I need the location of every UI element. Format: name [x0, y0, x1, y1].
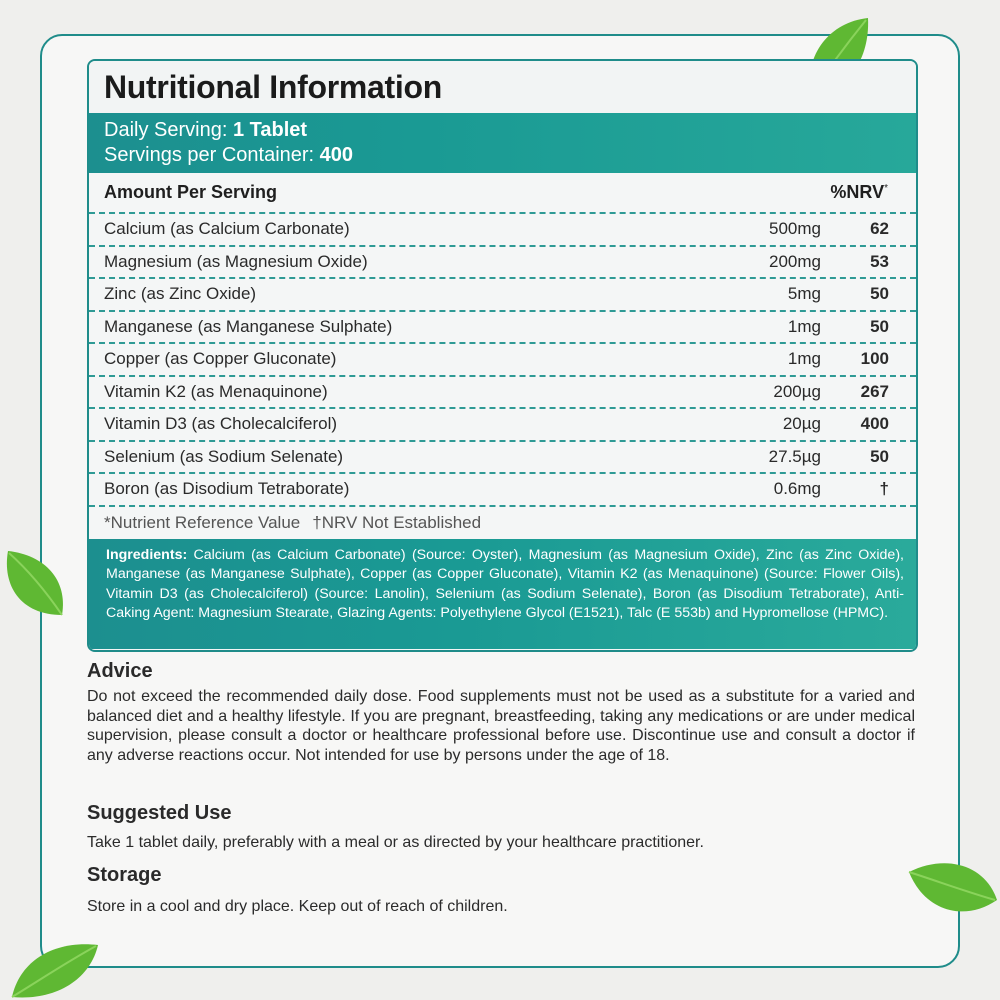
nutrient-amount: 20µg	[782, 414, 821, 434]
suggested-use-text: Take 1 tablet daily, preferably with a meal or as directed by your healthcare practitioner.	[87, 834, 704, 851]
nutrient-name: Magnesium (as Magnesium Oxide)	[104, 251, 368, 271]
nutrient-amount: 27.5µg	[768, 446, 821, 466]
table-row	[89, 442, 916, 475]
nutrient-amount: 1mg	[787, 316, 821, 336]
table-row	[89, 279, 916, 312]
nutrient-amount: 200µg	[773, 381, 821, 401]
ingredients-text: Calcium (as Calcium Carbonate) (Source: Oyster), Magnesium (as Magnesium Oxide), Zinc (as Zinc Oxide), Manganese (as Manganese Sulphate), Copper (as Copper Gluconate), Vitamin K2 (as Menaquinone) (Source: Flower Oils), Vitamin D3 (as Cholecalciferol) (Source: Lanolin), Selenium (as Sodium Selenate), Boron (as Disodium Tetraborate), Anti-Caking Agent: Magnesium Stearate, Glazing Agents: Polyethylene Glycol (E1521), Talc (E 553b) and Hypromellose (HPMC).	[106, 546, 904, 621]
storage-section	[87, 864, 915, 917]
advice-section	[87, 660, 915, 765]
panel-title: Nutritional Information	[89, 61, 916, 113]
leaf-icon	[905, 852, 1000, 932]
nutrient-name: Selenium (as Sodium Selenate)	[104, 446, 344, 466]
nutrient-nrv: 50	[870, 316, 889, 336]
nutrient-nrv: 62	[870, 219, 889, 239]
ingredients-label: Ingredients:	[106, 546, 188, 563]
header-nrv: %NRV*	[830, 182, 888, 202]
nutrient-amount: 1mg	[787, 349, 821, 369]
nutrient-nrv: †	[879, 479, 889, 499]
suggested-use-section	[87, 802, 915, 853]
table-header	[89, 173, 916, 214]
nutrient-name: Manganese (as Manganese Sulphate)	[104, 316, 393, 336]
nutrition-panel	[87, 59, 918, 652]
nutrient-table	[89, 214, 916, 507]
table-row	[89, 214, 916, 247]
storage-heading: Storage	[87, 864, 162, 886]
table-row	[89, 474, 916, 507]
nutrient-nrv: 53	[870, 251, 889, 271]
nutrient-name: Vitamin K2 (as Menaquinone)	[104, 381, 328, 401]
advice-text: Do not exceed the recommended daily dose. Food supplements must not be used as a substitute for a varied and balanced diet and a healthy lifestyle. If you are pregnant, breastfeeding, taking any medications or are under medical supervision, please consult a doctor or healthcare professional before use. Discontinue use and consult a doctor if any adverse reactions occur. Not intended for use by persons under the age of 18.	[87, 688, 915, 764]
footnote	[89, 507, 916, 539]
footnote-nrv: *Nutrient Reference Value	[104, 512, 301, 532]
table-row	[89, 409, 916, 442]
table-row	[89, 247, 916, 280]
storage-text: Store in a cool and dry place. Keep out of reach of children.	[87, 898, 508, 915]
nutrient-amount: 500mg	[769, 219, 821, 239]
suggested-use-heading: Suggested Use	[87, 802, 232, 824]
nutrient-amount: 0.6mg	[773, 479, 821, 499]
nutrient-nrv: 400	[860, 414, 889, 434]
header-amount-per-serving: Amount Per Serving	[104, 182, 278, 202]
advice-heading: Advice	[87, 660, 153, 682]
daily-serving: Daily Serving: 1 Tablet	[104, 119, 308, 141]
serving-info	[89, 113, 916, 173]
nutrient-amount: 200mg	[769, 251, 821, 271]
leaf-icon	[10, 935, 100, 1000]
nutrient-name: Calcium (as Calcium Carbonate)	[104, 219, 350, 239]
table-row	[89, 344, 916, 377]
table-row	[89, 312, 916, 345]
nutrient-amount: 5mg	[787, 284, 821, 304]
nutrient-name: Vitamin D3 (as Cholecalciferol)	[104, 414, 338, 434]
nutrient-name: Copper (as Copper Gluconate)	[104, 349, 337, 369]
leaf-icon	[0, 545, 70, 620]
nutrient-nrv: 100	[860, 349, 889, 369]
nutrient-nrv: 267	[860, 381, 889, 401]
nutrient-name: Boron (as Disodium Tetraborate)	[104, 479, 350, 499]
nutrient-nrv: 50	[870, 446, 889, 466]
servings-per-container: Servings per Container: 400	[104, 144, 354, 166]
ingredients	[89, 539, 916, 649]
nutrient-nrv: 50	[870, 284, 889, 304]
table-row	[89, 377, 916, 410]
footnote-dagger: †NRV Not Established	[312, 512, 482, 532]
nutrient-name: Zinc (as Zinc Oxide)	[104, 284, 257, 304]
